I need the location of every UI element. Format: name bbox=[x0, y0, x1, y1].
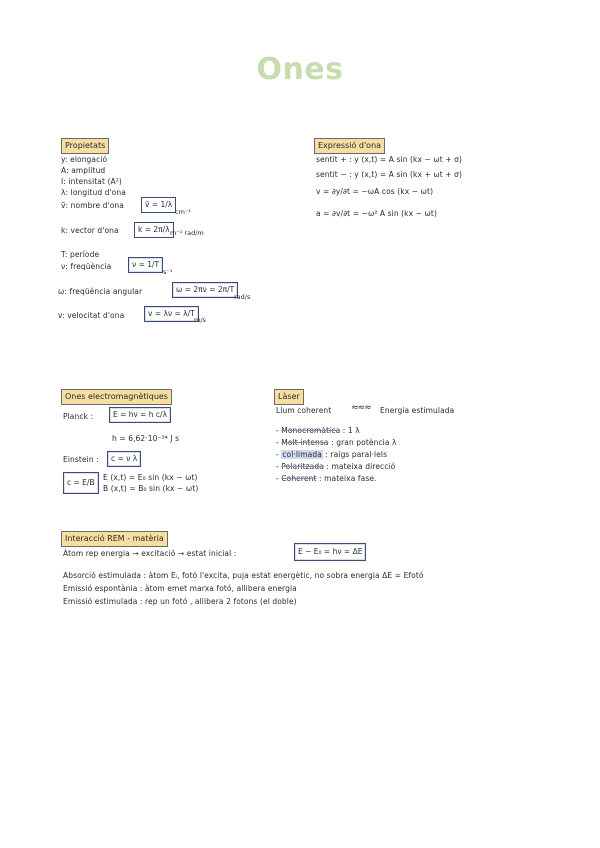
prop-line-amplitud: A: amplitud bbox=[61, 166, 106, 175]
page-title: Ones bbox=[256, 52, 344, 87]
einstein-label: Einstein : bbox=[63, 455, 99, 464]
prop-line-nombre: ṽ: nombre d'ona bbox=[61, 201, 124, 210]
formula-planck: E = hν = h c/λ bbox=[109, 407, 171, 423]
squiggle-arrow-icon: ≈≈≈ bbox=[351, 403, 371, 413]
unit-velocitat: m/s bbox=[194, 316, 206, 324]
planck-label: Planck : bbox=[63, 412, 94, 421]
formula-nombre-ona: ṽ = 1/λ bbox=[141, 197, 176, 213]
b-field-wave: B (x,t) = B₀ sin (kx − ωt) bbox=[103, 484, 199, 493]
prop-line-velocitat: v: velocitat d'ona bbox=[58, 311, 125, 320]
formula-angular: ω = 2πν = 2π/T bbox=[172, 282, 238, 298]
section-heading-electro: Ones electromagnètiques bbox=[61, 389, 172, 405]
prop-line-longitud: λ: longitud d'ona bbox=[61, 188, 126, 197]
section-heading-interaccio: Interacció REM - matèria bbox=[61, 531, 168, 547]
prop-line-vector: k: vector d'ona bbox=[61, 226, 119, 235]
prop-line-periode: T: període bbox=[61, 250, 100, 259]
interaccio-line: Àtom rep energia → excitació → estat inicial : bbox=[63, 549, 237, 558]
laser-term: col·limada bbox=[282, 450, 322, 459]
emissio-estimulada-line: Emissió estimulada : rep un fotó , allibera 2 fotons (el doble) bbox=[63, 597, 297, 606]
expr-line-velocity: v = ∂y/∂t = −ωA cos (kx − ωt) bbox=[316, 187, 434, 196]
laser-item-monocromatica: - Monocromàtica : 1 λ bbox=[276, 426, 360, 435]
laser-term: Molt intensa bbox=[281, 438, 329, 447]
unit-frequencia: s⁻¹ bbox=[163, 268, 173, 276]
prop-line-frequencia: ν: freqüència bbox=[61, 262, 112, 271]
unit-angular: rad/s bbox=[234, 293, 251, 301]
prop-line-angular: ω: freqüència angular bbox=[58, 287, 143, 296]
absorcio-line: Absorció estimulada : àtom Eᵢ, fotó l'excita, puja estat energètic, no sobra energia ΔE = Efotó bbox=[63, 571, 424, 580]
formula-c-e-b: c = E/B bbox=[63, 472, 99, 494]
expr-line-acceleration: a = ∂v/∂t = −ω² A sin (kx − ωt) bbox=[316, 209, 437, 218]
laser-term: Coherent bbox=[281, 474, 317, 483]
prop-line-elongacio: y: elongació bbox=[61, 155, 108, 164]
e-field-wave: E (x,t) = E₀ sin (kx − ωt) bbox=[103, 473, 198, 482]
laser-item-intensa: - Molt intensa : gran potència λ bbox=[276, 438, 397, 447]
laser-desc: : gran potència λ bbox=[331, 438, 397, 447]
formula-einstein: c = ν λ bbox=[107, 451, 141, 467]
laser-item-coherent: - Coherent : mateixa fase. bbox=[276, 474, 377, 483]
laser-desc: : mateixa fase. bbox=[319, 474, 377, 483]
section-heading-laser: Làser bbox=[274, 389, 304, 405]
formula-delta-e: E − E₀ = hν = ΔE bbox=[294, 543, 366, 561]
formula-vector-ona: k = 2π/λ bbox=[134, 222, 174, 238]
laser-item-collimada: - col·limada : raigs paral·lels bbox=[276, 450, 388, 459]
unit-vector-ona: m⁻¹ rad/m bbox=[170, 229, 204, 237]
expr-line-negative: sentit − : y (x,t) = A sin (kx + ωt + σ) bbox=[316, 170, 463, 179]
laser-desc: : 1 λ bbox=[342, 426, 360, 435]
laser-item-polaritzada: - Polaritzada : mateixa direcció bbox=[276, 462, 396, 471]
laser-term: Polaritzada bbox=[281, 462, 324, 471]
laser-desc: : mateixa direcció bbox=[326, 462, 396, 471]
planck-constant: h = 6,62·10⁻³⁴ J s bbox=[112, 434, 180, 443]
formula-velocitat: v = λν = λ/T bbox=[144, 306, 199, 322]
laser-intro: Llum coherent bbox=[276, 406, 332, 415]
prop-line-intensitat: I: intensitat (A²) bbox=[61, 177, 122, 186]
section-heading-propietats: Propietats bbox=[61, 138, 109, 154]
laser-term: Monocromàtica bbox=[281, 426, 341, 435]
unit-nombre-ona: cm⁻¹ bbox=[175, 208, 191, 216]
formula-frequencia: ν = 1/T bbox=[128, 257, 163, 273]
laser-desc: : raigs paral·lels bbox=[325, 450, 388, 459]
emissio-espontania-line: Emissió espontània : àtom emet marxa fotó, allibera energia bbox=[63, 584, 297, 593]
expr-line-positive: sentit + : y (x,t) = A sin (kx − ωt + σ) bbox=[316, 155, 463, 164]
laser-intro-tail: Energia estimulada bbox=[380, 406, 455, 415]
section-heading-expressio: Expressió d'ona bbox=[314, 138, 385, 154]
